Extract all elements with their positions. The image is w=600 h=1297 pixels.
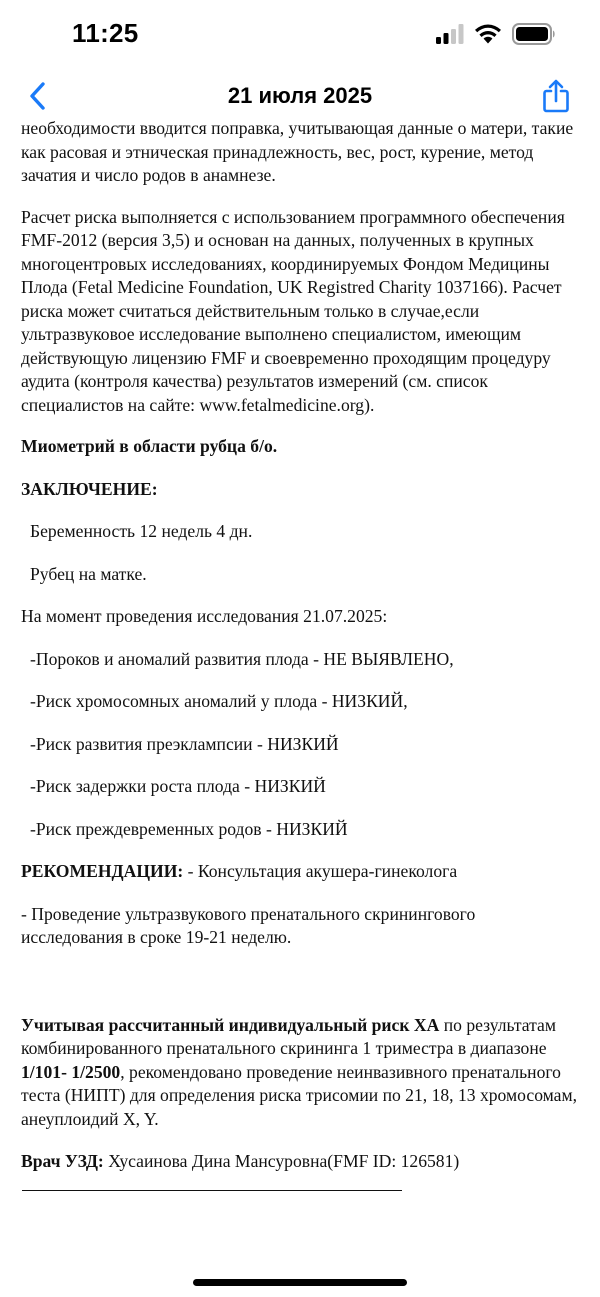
exam-date-line: На момент проведения исследования 21.07.2025: xyxy=(21,606,388,626)
pregnancy-term: Беременность 12 недель 4 дн. xyxy=(30,521,253,541)
doctor-label: Врач УЗД: xyxy=(21,1151,104,1171)
status-time: 11:25 xyxy=(72,18,139,48)
finding-item: -Риск преждевременных родов - НИЗКИЙ xyxy=(30,818,348,839)
nipt-recommendation xyxy=(21,1014,581,1132)
doctor-name: Хусаинова Дина Мансуровна(FMF ID: 126581) xyxy=(103,1151,460,1171)
cellular-signal-icon xyxy=(436,24,464,49)
intro-paragraph: необходимости вводится поправка, учитывающая данные о матери, такие как расовая и этническая принадлежность, вес, рост, курение, метод зачатия и число родов в анамнезе. xyxy=(21,120,574,185)
recommendation-2: - Проведение ультразвукового пренатального скринингового исследования в сроке 19-21 неделю. xyxy=(21,903,476,947)
battery-icon xyxy=(512,23,556,50)
document-body xyxy=(21,120,581,1197)
signature-line xyxy=(22,1189,402,1191)
risk-calculation-paragraph: Расчет риска выполняется с использованием программного обеспечения FMF-2012 (версия 3,5) и основан на данных, полученных в крупных многоцентровых исследованиях, координируемых Фондом Медицины Плода (Fetal Medicine Foundation, UK Registred Charity 1037166). Расчет риска может считаться действительным только в случае,если ультразвуковое исследование выполнено специалистом, имеющим действующую лицензию FMF и своевременно проходящим процедуру аудита (контроля качества) результатов измерений (см. список специалистов на сайте: www.fetalmedicine.org). xyxy=(21,206,565,415)
nipt-bold-1: Учитывая рассчитанный индивидуальный риск ХА xyxy=(21,1014,440,1035)
document-viewport[interactable] xyxy=(0,120,600,1260)
myometrium-text: Миометрий в области рубца б/о. xyxy=(21,436,278,456)
nipt-text-2: , рекомендовано проведение неинвазивного пренатального теста (НИПТ) для определения риска трисомии по 21, 18, 13 хромосомам, анеуплоидий X, Y. xyxy=(21,1061,578,1129)
recommendations-heading: РЕКОМЕНДАЦИИ: xyxy=(21,861,184,881)
share-button[interactable] xyxy=(536,76,576,120)
finding-item: -Пороков и аномалий развития плода - НЕ ВЫЯВЛЕНО, xyxy=(30,648,454,669)
recommendation-1: - Консультация акушера-гинеколога xyxy=(183,861,458,881)
finding-item: -Риск задержки роста плода - НИЗКИЙ xyxy=(30,776,326,796)
finding-item: -Риск развития преэклампсии - НИЗКИЙ xyxy=(30,733,339,754)
myometrium-note xyxy=(21,435,581,459)
finding-item: -Риск хромосомных аномалий у плода - НИЗКИЙ, xyxy=(30,691,408,711)
conclusion-heading-text: ЗАКЛЮЧЕНИЕ: xyxy=(21,478,158,499)
page-title: 21 июля 2025 xyxy=(227,83,373,108)
conclusion-heading xyxy=(21,478,581,502)
wifi-icon xyxy=(474,23,502,49)
share-icon xyxy=(542,79,570,118)
doctor-signature xyxy=(21,1150,581,1197)
nipt-risk-range: 1/101- 1/2500 xyxy=(21,1061,121,1082)
home-indicator[interactable] xyxy=(193,1279,407,1286)
status-icons xyxy=(436,22,556,50)
status-bar xyxy=(0,0,600,70)
recommendations xyxy=(21,860,581,884)
uterine-scar: Рубец на матке. xyxy=(30,563,147,584)
nipt-text-1: по результатам комбинированного пренатального скрининга 1 триместра в диапазоне xyxy=(21,1014,556,1058)
navigation-bar xyxy=(0,70,600,122)
